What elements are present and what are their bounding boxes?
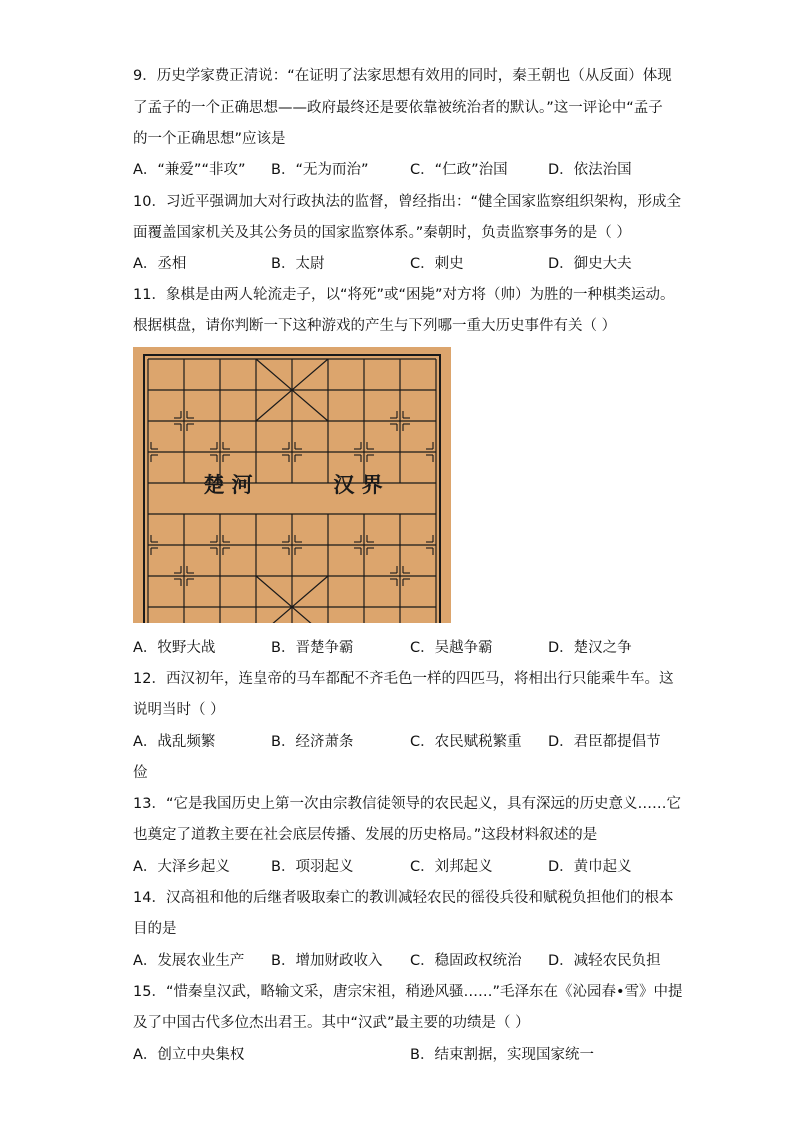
q9-stem-line-1: 9．历史学家费正清说：“在证明了法家思想有效用的同时，秦王朝也（从反面）体现 bbox=[133, 68, 672, 84]
q10-stem-line-2: 面覆盖国家机关及其公务员的国家监察体系。”秦朝时，负责监察事务的是（ ） bbox=[133, 225, 631, 241]
q15-option-a: A．创立中央集权 bbox=[133, 1047, 245, 1063]
q13-stem-line-2: 也奠定了道教主要在社会底层传播、发展的历史格局。”这段材料叙述的是 bbox=[133, 827, 598, 843]
q15-stem-line-2: 及了中国古代多位杰出君王。其中“汉武”最主要的功绩是（ ） bbox=[133, 1015, 530, 1031]
q14-stem-line-1: 14．汉高祖和他的后继者吸取秦亡的教训减轻农民的徭役兵役和赋税负担他们的根本 bbox=[133, 890, 674, 906]
q13-option-d: D．黄巾起义 bbox=[548, 859, 632, 875]
q11-stem-line-1: 11．象棋是由两人轮流走子，以“将死”或“困毙”对方将（帅）为胜的一种棋类运动。 bbox=[133, 287, 675, 303]
q9-stem-line-3: 的一个正确思想”应该是 bbox=[133, 131, 286, 147]
q11-option-a: A．牧野大战 bbox=[133, 640, 216, 656]
board-river-right-label: 汉 界 bbox=[333, 472, 383, 497]
q14-stem-line-2: 目的是 bbox=[133, 921, 177, 937]
q11-stem-line-2: 根据棋盘，请你判断一下这种游戏的产生与下列哪一重大历史事件有关（ ） bbox=[133, 318, 617, 334]
q13-stem-line-1: 13．“它是我国历史上第一次由宗教信徒领导的农民起义，具有深远的历史意义……它 bbox=[133, 796, 681, 812]
q9-option-c: C．“仁政”治国 bbox=[410, 162, 508, 178]
q11-option-d: D．楚汉之争 bbox=[548, 640, 632, 656]
q11-option-c: C．吴越争霸 bbox=[410, 640, 493, 656]
q12-option-d-continued: 俭 bbox=[133, 765, 148, 781]
q10-option-c: C．刺史 bbox=[410, 256, 464, 272]
q12-option-b: B．经济萧条 bbox=[271, 734, 354, 750]
q12-option-a: A．战乱频繁 bbox=[133, 734, 216, 750]
q10-option-b: B．太尉 bbox=[271, 256, 325, 272]
q13-option-c: C．刘邦起义 bbox=[410, 859, 493, 875]
q10-option-a: A．丞相 bbox=[133, 256, 187, 272]
q14-option-d: D．减轻农民负担 bbox=[548, 953, 661, 969]
q14-option-a: A．发展农业生产 bbox=[133, 953, 245, 969]
q13-option-a: A．大泽乡起义 bbox=[133, 859, 230, 875]
q9-option-d: D．依法治国 bbox=[548, 162, 632, 178]
q10-option-d: D．御史大夫 bbox=[548, 256, 632, 272]
q15-stem-line-1: 15．“惜秦皇汉武，略输文采，唐宗宋祖，稍逊风骚……”毛泽东在《沁园春•雪》中提 bbox=[133, 984, 683, 1000]
q14-option-c: C．稳固政权统治 bbox=[410, 953, 522, 969]
q12-stem-line-1: 12．西汉初年，连皇帝的马车都配不齐毛色一样的四匹马，将相出行只能乘牛车。这 bbox=[133, 671, 674, 687]
q11-option-b: B．晋楚争霸 bbox=[271, 640, 354, 656]
board-river-left-label: 楚 河 bbox=[203, 472, 253, 497]
q12-stem-line-2: 说明当时（ ） bbox=[133, 702, 225, 718]
q10-stem-line-1: 10．习近平强调加大对行政执法的监督，曾经指出：“健全国家监察组织架构，形成全 bbox=[133, 194, 681, 210]
q14-option-b: B．增加财政收入 bbox=[271, 953, 383, 969]
q12-option-c: C．农民赋税繁重 bbox=[410, 734, 522, 750]
q9-stem-line-2: 了孟子的一个正确思想——政府最终还是要依靠被统治者的默认。”这一评论中“孟子 bbox=[133, 100, 663, 116]
q15-option-b: B．结束割据，实现国家统一 bbox=[410, 1047, 594, 1063]
q9-option-a: A．“兼爱”“非攻” bbox=[133, 162, 246, 178]
q9-option-b: B．“无为而治” bbox=[271, 162, 369, 178]
q13-option-b: B．项羽起义 bbox=[271, 859, 354, 875]
q12-option-d: D．君臣都提倡节 bbox=[548, 734, 661, 750]
chinese-chess-board bbox=[133, 347, 451, 623]
